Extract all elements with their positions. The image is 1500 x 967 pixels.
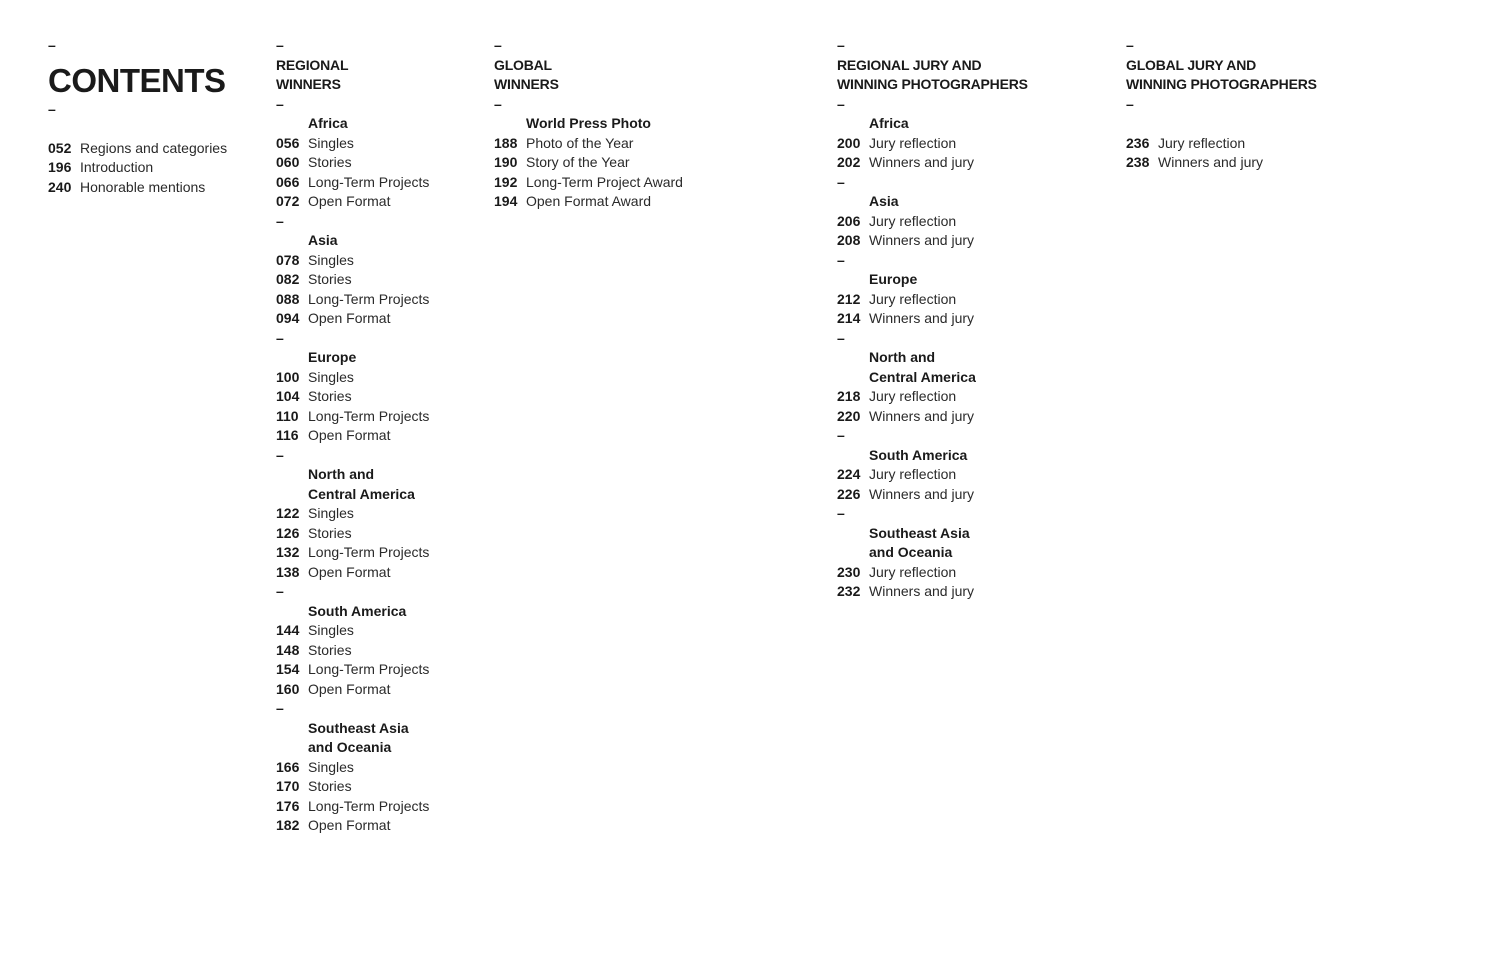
- entry-label: Singles: [308, 251, 354, 268]
- entry-label: Stories: [308, 641, 352, 658]
- toc-entry[interactable]: [276, 309, 429, 329]
- entry-label: Open Format: [308, 817, 391, 833]
- entry-label: Stories: [308, 778, 352, 794]
- column-heading: REGIONAL JURY AND WINNING PHOTOGRAPHERS: [837, 56, 1028, 92]
- page-number: 166: [276, 758, 300, 775]
- toc-entry[interactable]: [48, 158, 227, 178]
- page-number: 218: [837, 388, 861, 404]
- toc-entry[interactable]: [837, 231, 1028, 251]
- entry-label: Winners and jury: [869, 310, 975, 326]
- toc-entry[interactable]: [276, 563, 429, 583]
- dash-separator: –: [48, 37, 56, 53]
- entry-label: Stories: [308, 388, 352, 404]
- page-number: 226: [837, 485, 861, 502]
- entry-label: Open Format: [308, 193, 391, 209]
- dash-separator: –: [837, 427, 845, 443]
- toc-entry[interactable]: [276, 368, 429, 388]
- entry-label: Jury reflection: [869, 134, 957, 151]
- contents-column: [48, 36, 227, 197]
- section-title: Asia: [869, 193, 899, 209]
- entry-label: Open Format: [308, 310, 391, 326]
- section-title: World Press Photo: [526, 115, 651, 131]
- page-number: 206: [837, 212, 861, 229]
- page-number: 094: [276, 310, 300, 326]
- entry-label: Regions and categories: [80, 139, 228, 156]
- entry-label: Open Format: [308, 563, 391, 580]
- toc-entry[interactable]: [837, 387, 1028, 407]
- entry-label: Introduction: [80, 159, 154, 175]
- column-heading: GLOBAL WINNERS: [494, 56, 559, 92]
- toc-entry[interactable]: [276, 797, 429, 817]
- page-number: 138: [276, 563, 300, 580]
- entry-label: Long-Term Projects: [308, 407, 430, 424]
- page-number: 238: [1126, 154, 1150, 170]
- page-number: 196: [48, 159, 72, 175]
- toc-entry[interactable]: [837, 212, 1028, 232]
- toc-entry[interactable]: [837, 407, 1028, 427]
- toc-entry[interactable]: [276, 660, 429, 680]
- dash-separator: –: [837, 505, 845, 521]
- entry-label: Jury reflection: [1158, 134, 1246, 151]
- entry-label: Jury reflection: [869, 212, 957, 229]
- entry-label: Winners and jury: [869, 485, 975, 502]
- toc-entry[interactable]: [837, 465, 1028, 485]
- page-number: 194: [494, 193, 518, 209]
- dash-separator: –: [276, 446, 284, 463]
- dash-separator: –: [494, 95, 502, 112]
- page-number: 132: [276, 544, 300, 560]
- page-number: 126: [276, 524, 300, 541]
- toc-entry[interactable]: [276, 543, 429, 563]
- toc-entry[interactable]: [837, 485, 1028, 505]
- section-title: Africa: [308, 115, 348, 131]
- dash-separator: –: [837, 37, 845, 53]
- toc-entry[interactable]: [837, 134, 1028, 154]
- toc-entry[interactable]: [48, 139, 227, 159]
- toc-entry[interactable]: [276, 192, 429, 212]
- entry-label: Singles: [308, 368, 354, 385]
- dash-separator: –: [276, 583, 284, 599]
- page-number: 220: [837, 407, 861, 424]
- entry-label: Singles: [308, 758, 354, 775]
- toc-entry[interactable]: [276, 621, 429, 641]
- toc-entry[interactable]: [276, 407, 429, 427]
- dash-separator: –: [837, 173, 845, 190]
- page-number: 144: [276, 622, 300, 638]
- toc-entry[interactable]: [1126, 134, 1317, 154]
- section-title: Southeast Asia and Oceania: [308, 719, 409, 755]
- page-number: 190: [494, 154, 518, 170]
- entry-label: Singles: [308, 622, 354, 638]
- page-number: 100: [276, 368, 300, 385]
- dash-separator: –: [837, 95, 845, 112]
- entry-label: Winners and jury: [869, 154, 975, 170]
- page-number: 212: [837, 290, 861, 307]
- entry-label: Long-Term Projects: [308, 797, 430, 814]
- toc-entry[interactable]: [276, 426, 429, 446]
- page-number: 224: [837, 466, 861, 482]
- regional-jury-column: [837, 36, 1028, 602]
- page-number: 236: [1126, 134, 1150, 151]
- toc-entry[interactable]: [276, 524, 429, 544]
- global-winners-column: [494, 36, 683, 212]
- dash-separator: –: [276, 95, 284, 112]
- section-title: North and Central America: [869, 349, 976, 385]
- page-number: 188: [494, 134, 518, 151]
- toc-entry[interactable]: [837, 153, 1028, 173]
- entry-label: Jury reflection: [869, 466, 957, 482]
- toc-entry[interactable]: [276, 270, 429, 290]
- dash-separator: –: [276, 212, 284, 229]
- column-heading: REGIONAL WINNERS: [276, 56, 349, 92]
- section-title: Africa: [869, 115, 909, 131]
- toc-entry[interactable]: [276, 387, 429, 407]
- section-title: South America: [869, 446, 968, 463]
- section-title: North and Central America: [308, 466, 415, 502]
- entry-label: Long-Term Projects: [308, 173, 430, 190]
- page-number: 182: [276, 817, 300, 833]
- toc-entry[interactable]: [276, 251, 429, 271]
- toc-entry[interactable]: [837, 582, 1028, 602]
- entry-label: Story of the Year: [526, 154, 630, 170]
- page-number: 078: [276, 251, 300, 268]
- dash-separator: –: [837, 329, 845, 346]
- section-title: South America: [308, 602, 407, 619]
- page-number: 122: [276, 505, 300, 521]
- page-number: 176: [276, 797, 300, 814]
- entry-label: Honorable mentions: [80, 178, 206, 195]
- toc-entry[interactable]: [837, 563, 1028, 583]
- page-number: 066: [276, 173, 300, 190]
- toc-entry[interactable]: [837, 309, 1028, 329]
- page-number: 202: [837, 154, 861, 170]
- toc-entry[interactable]: [276, 777, 429, 797]
- page-number: 154: [276, 661, 300, 677]
- page-number: 088: [276, 290, 300, 307]
- entry-label: Long-Term Projects: [308, 290, 430, 307]
- page-number: 230: [837, 563, 861, 580]
- entry-label: Singles: [308, 505, 354, 521]
- toc-entry[interactable]: [494, 153, 683, 173]
- column-heading: GLOBAL JURY AND WINNING PHOTOGRAPHERS: [1126, 56, 1317, 92]
- toc-entry[interactable]: [276, 641, 429, 661]
- entry-label: Jury reflection: [869, 290, 957, 307]
- section-title: Europe: [308, 349, 357, 365]
- regional-winners-column: [276, 36, 429, 836]
- dash-separator: –: [1126, 95, 1134, 112]
- toc-entry[interactable]: [494, 192, 683, 212]
- page-number: 200: [837, 134, 861, 151]
- toc-entry[interactable]: [1126, 153, 1317, 173]
- dash-separator: –: [276, 329, 284, 346]
- page-number: 192: [494, 173, 518, 190]
- dash-separator: –: [1126, 37, 1134, 53]
- page-number: 208: [837, 232, 861, 248]
- entry-label: Open Format: [308, 427, 391, 443]
- entry-label: Stories: [308, 271, 352, 287]
- dash-separator: –: [837, 251, 845, 268]
- toc-entry[interactable]: [276, 680, 429, 700]
- page-number: 170: [276, 778, 300, 794]
- toc-entry[interactable]: [494, 134, 683, 154]
- page-number: 148: [276, 641, 300, 658]
- entry-label: Jury reflection: [869, 563, 957, 580]
- page-number: 052: [48, 139, 72, 156]
- entry-label: Jury reflection: [869, 388, 957, 404]
- page-number: 072: [276, 193, 300, 209]
- toc-entry[interactable]: [276, 290, 429, 310]
- page-number: 056: [276, 134, 300, 151]
- entry-label: Singles: [308, 134, 354, 151]
- toc-entry[interactable]: [276, 173, 429, 193]
- global-jury-column: [1126, 36, 1317, 173]
- entry-label: Winners and jury: [1158, 154, 1264, 170]
- entry-label: Winners and jury: [869, 232, 975, 248]
- section-title: Europe: [869, 271, 918, 287]
- dash-separator: –: [276, 37, 284, 53]
- page-number: 082: [276, 271, 300, 287]
- dash-separator: –: [276, 700, 284, 716]
- toc-entry[interactable]: [276, 758, 429, 778]
- toc-entry[interactable]: [494, 173, 683, 193]
- entry-label: Photo of the Year: [526, 134, 634, 151]
- entry-label: Open Format Award: [526, 193, 652, 209]
- page-number: 160: [276, 680, 300, 697]
- toc-entry[interactable]: [276, 134, 429, 154]
- entry-label: Stories: [308, 524, 352, 541]
- page-number: 060: [276, 154, 300, 170]
- toc-entry[interactable]: [276, 816, 429, 836]
- page-number: 232: [837, 583, 861, 599]
- page-number: 116: [276, 427, 299, 443]
- dash-separator: –: [494, 37, 502, 53]
- entry-label: Long-Term Projects: [308, 661, 430, 677]
- page-number: 240: [48, 178, 72, 195]
- entry-label: Winners and jury: [869, 583, 975, 599]
- toc-entry[interactable]: [276, 504, 429, 524]
- page-number: 104: [276, 388, 300, 404]
- toc-entry[interactable]: [48, 178, 227, 198]
- page-number: 214: [837, 310, 861, 326]
- entry-label: Stories: [308, 154, 352, 170]
- dash-separator: –: [48, 100, 56, 117]
- toc-entry[interactable]: [276, 153, 429, 173]
- section-title: Asia: [308, 232, 338, 248]
- section-title: Southeast Asia and Oceania: [869, 524, 970, 560]
- entry-label: Long-Term Project Award: [526, 173, 683, 190]
- entry-label: Long-Term Projects: [308, 544, 430, 560]
- entry-label: Winners and jury: [869, 407, 975, 424]
- page-title: CONTENTS: [48, 61, 226, 99]
- toc-entry[interactable]: [837, 290, 1028, 310]
- page-number: 110: [276, 407, 299, 424]
- entry-label: Open Format: [308, 680, 391, 697]
